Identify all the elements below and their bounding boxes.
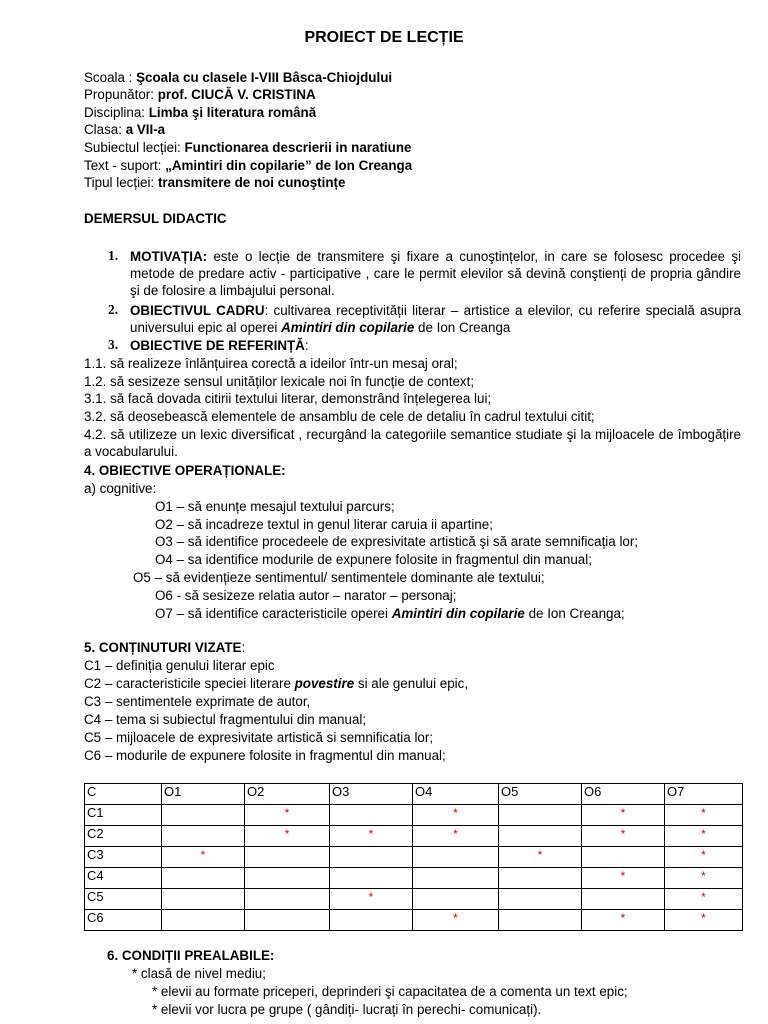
table-empty-cell <box>413 868 499 889</box>
content-objectives-table <box>84 783 743 931</box>
prereq-1: * clasă de nivel mediu; <box>132 966 266 981</box>
class-line <box>84 121 165 138</box>
subject-value: Limba şi literatura română <box>148 105 317 120</box>
table-empty-cell <box>162 805 245 826</box>
subject-label: Disciplina: <box>84 105 149 120</box>
section-1-text: este o lecție de transmitere şi fixare a cunoştințelor, in care se folosesc procedee şi metode de predare activ - participative , care le permit elevilor să devină conştienți de propria gândire şi de folosire a limbajului personal. <box>130 249 741 298</box>
content-c2-rest: si ale genului epic, <box>354 676 469 691</box>
table-row <box>85 910 743 931</box>
section-4-heading: 4. OBIECTIVE OPERAȚIONALE: <box>84 463 286 478</box>
table-header-cell: C <box>85 784 162 805</box>
content-c3: C3 – sentimentele exprimate de autor, <box>84 694 311 709</box>
table-mark-cell: * <box>330 826 413 847</box>
table-row-label: C2 <box>85 826 162 847</box>
section-3-heading: OBIECTIVE DE REFERINȚĂ <box>130 338 305 353</box>
table-header-cell: O2 <box>245 784 330 805</box>
table-mark-cell: * <box>245 805 330 826</box>
section-1-number: 1. <box>108 248 119 263</box>
table-empty-cell <box>162 910 245 931</box>
content-c2 <box>84 675 468 692</box>
table-mark-cell: * <box>582 910 665 931</box>
class-label: Clasa: <box>84 122 126 137</box>
table-empty-cell <box>499 826 582 847</box>
table-mark-cell: * <box>582 868 665 889</box>
table-row-label: C4 <box>85 868 162 889</box>
ref-objective-1-2: 1.2. să sesizeze sensul unităților lexicale noi în funcție de context; <box>84 374 475 389</box>
content-c4: C4 – tema si subiectul fragmentului din manual; <box>84 712 367 727</box>
school-line <box>84 69 392 86</box>
table-empty-cell <box>499 805 582 826</box>
table-mark-cell: * <box>499 847 582 868</box>
section-2-number: 2. <box>108 302 119 317</box>
table-row-label: C3 <box>85 847 162 868</box>
table-empty-cell <box>499 910 582 931</box>
table-empty-cell <box>162 868 245 889</box>
table-empty-cell <box>245 847 330 868</box>
table-header-cell: O1 <box>162 784 245 805</box>
table-row <box>85 868 743 889</box>
section-3-heading-line <box>130 337 309 354</box>
table-mark-cell: * <box>665 889 743 910</box>
table-empty-cell <box>245 889 330 910</box>
table-empty-cell <box>413 847 499 868</box>
table-mark-cell: * <box>162 847 245 868</box>
teacher-value: prof. CIUCĂ V. CRISTINA <box>157 87 316 102</box>
table-empty-cell <box>162 889 245 910</box>
op-objective-o3: O3 – să identifice procedeele de expresivitate artistică şi să arate semnificația lor; <box>155 534 639 549</box>
table-empty-cell <box>330 868 413 889</box>
op-objective-o1: O1 – să enunțe mesajul textului parcurs; <box>155 499 395 514</box>
teacher-line <box>84 86 316 103</box>
section-2-paragraph <box>130 302 741 336</box>
support-text-label: Text - suport: <box>84 158 166 173</box>
class-value: a VII-a <box>125 122 166 137</box>
content-c2-text: C2 – caracteristicile speciei literare <box>84 676 295 691</box>
section-2-author: de Ion Creanga <box>414 320 511 335</box>
support-text-line <box>84 157 412 174</box>
lesson-type-value: transmitere de noi cunoştințe <box>157 175 346 190</box>
table-row <box>85 889 743 910</box>
section-5-heading-line <box>84 639 245 656</box>
cognitive-label: a) cognitive: <box>84 481 157 496</box>
content-c6: C6 – modurile de expunere folosite in fragmentul din manual; <box>84 748 446 763</box>
table-mark-cell: * <box>413 910 499 931</box>
didactic-heading: DEMERSUL DIDACTIC <box>84 211 227 226</box>
section-5-heading: 5. CONȚINUTURI VIZATE <box>84 640 242 655</box>
table-mark-cell: * <box>582 826 665 847</box>
table-empty-cell <box>499 868 582 889</box>
table-row-label: C6 <box>85 910 162 931</box>
table-header-row <box>85 784 743 805</box>
ref-objective-1-1: 1.1. să realizeze înlănțuirea corectă a ideilor într-un mesaj oral; <box>84 356 458 371</box>
content-c2-species: povestire <box>294 676 355 691</box>
table-empty-cell <box>582 889 665 910</box>
prereq-3: * elevii vor lucra pe grupe ( gândiți- lucrați în perechi- comunicați). <box>152 1002 542 1017</box>
op-objective-o5: O5 – să evidențieze sentimentul/ sentimentele dominante ale textului; <box>133 570 545 585</box>
table-header-cell: O5 <box>499 784 582 805</box>
table-mark-cell: * <box>330 889 413 910</box>
lesson-type-line <box>84 174 345 191</box>
table-mark-cell: * <box>413 805 499 826</box>
lesson-topic-value: Functionarea descrierii in naratiune <box>184 140 412 155</box>
op-objective-o7-author: de Ion Creanga; <box>524 606 625 621</box>
table-empty-cell <box>245 868 330 889</box>
table-empty-cell <box>330 910 413 931</box>
table-mark-cell: * <box>665 847 743 868</box>
op-objective-o7 <box>155 605 625 622</box>
lesson-type-label: Tipul lecției: <box>84 175 158 190</box>
ref-objective-3-2: 3.2. să deosebească elementele de ansamblu de cele de detaliu în cadrul textului citit; <box>84 409 595 424</box>
table-header-cell: O6 <box>582 784 665 805</box>
table-mark-cell: * <box>665 826 743 847</box>
table-row <box>85 826 743 847</box>
teacher-label: Propunător: <box>84 87 158 102</box>
section-3-number: 3. <box>108 337 119 352</box>
section-6-heading: 6. CONDIȚII PREALABILE: <box>107 948 275 963</box>
section-1-heading: MOTIVAȚIA: <box>130 249 208 264</box>
support-text-value: „Amintiri din copilarie” de Ion Creanga <box>165 158 413 173</box>
content-c5: C5 – mijloacele de expresivitate artistică si semnificatia lor; <box>84 730 434 745</box>
prereq-2: * elevii au formate priceperi, deprinderi şi capacitatea de a comenta un text epic; <box>152 984 628 999</box>
school-value: Şcoala cu clasele I-VIII Bâsca-Chiojdului <box>136 70 393 85</box>
table-empty-cell <box>330 805 413 826</box>
table-mark-cell: * <box>582 805 665 826</box>
table-header-cell: O4 <box>413 784 499 805</box>
lesson-topic-line <box>84 139 411 156</box>
table-mark-cell: * <box>665 910 743 931</box>
table-mark-cell: * <box>665 868 743 889</box>
op-objective-o7-work-title: Amintiri din copilarie <box>391 606 525 621</box>
table-empty-cell <box>245 910 330 931</box>
section-3-colon: : <box>304 338 309 353</box>
table-row-label: C5 <box>85 889 162 910</box>
table-empty-cell <box>162 826 245 847</box>
table-header-cell: O3 <box>330 784 413 805</box>
table-mark-cell: * <box>413 826 499 847</box>
table-mark-cell: * <box>665 805 743 826</box>
section-1-paragraph <box>130 248 741 299</box>
section-5-colon: : <box>241 640 246 655</box>
ref-objective-4-2: 4.2. să utilizeze un lexic diversificat , recurgând la categoriile semantice studiate şi la mijloacele de îmbogățire a vocabularului. <box>84 427 741 459</box>
table-header-cell: O7 <box>665 784 743 805</box>
section-2-heading: OBIECTIVUL CADRU <box>130 303 265 318</box>
table-empty-cell <box>582 847 665 868</box>
op-objective-o7-text: O7 – să identifice caracteristicile operei <box>155 606 392 621</box>
table-empty-cell <box>330 847 413 868</box>
section-2-work-title: Amintiri din copilarie <box>281 320 415 335</box>
document-title: PROIECT DE LECȚIE <box>304 29 464 46</box>
table-row <box>85 805 743 826</box>
content-c1: C1 – definiția genului literar epic <box>84 658 275 673</box>
op-objective-o4: O4 – sa identifice modurile de expunere folosite in fragmentul din manual; <box>155 552 592 567</box>
table-row <box>85 847 743 868</box>
school-label: Scoala : <box>84 70 137 85</box>
table-row-label: C1 <box>85 805 162 826</box>
table-empty-cell <box>413 889 499 910</box>
op-objective-o6: O6 - să sesizeze relatia autor – narator – personaj; <box>155 588 457 603</box>
lesson-topic-label: Subiectul lecției: <box>84 140 185 155</box>
subject-line <box>84 104 316 121</box>
ref-objective-3-1: 3.1. să facă dovada citirii textului literar, demonstrând înțelegerea lui; <box>84 391 492 406</box>
section-2-text: : cultivarea receptivității literar – artistice a elevilor, cu referire specială asupra universului epic al operei <box>130 303 741 335</box>
table-empty-cell <box>499 889 582 910</box>
table-mark-cell: * <box>245 826 330 847</box>
op-objective-o2: O2 – să incadreze textul in genul literar caruia ii apartine; <box>155 517 493 532</box>
